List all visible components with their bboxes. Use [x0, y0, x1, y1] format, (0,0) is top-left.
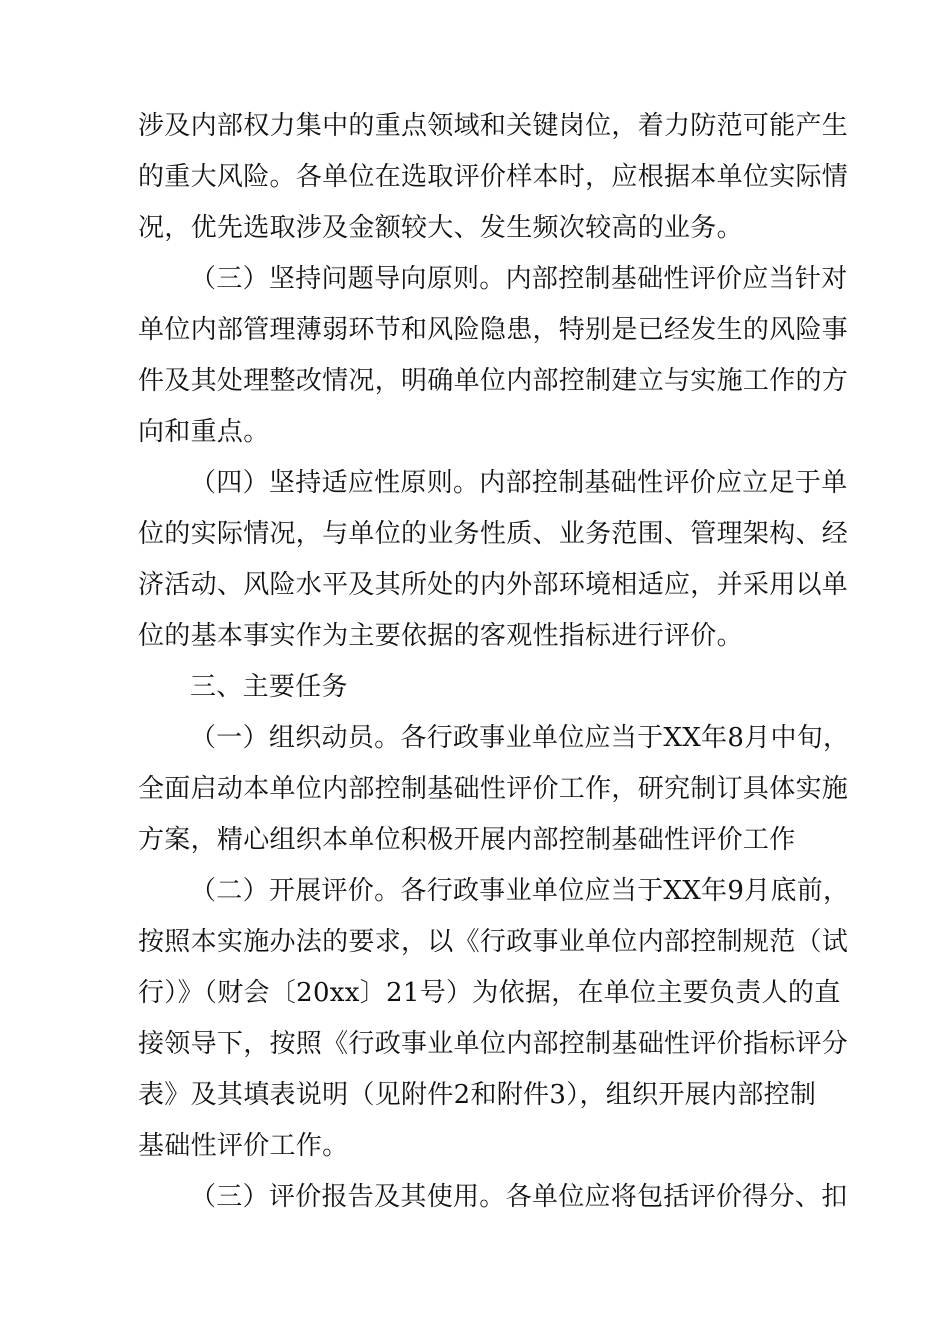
text-line: 向和重点。	[138, 417, 270, 447]
text-line: 件及其处理整改情况，明确单位内部控制建立与实施工作的方	[138, 366, 849, 396]
text-line: 接领导下，按照《行政事业单位内部控制基础性评价指标评分	[138, 1029, 849, 1059]
text-line: 位的实际情况，与单位的业务性质、业务范围、管理架构、经	[138, 519, 849, 549]
text-line: （四）坚持适应性原则。内部控制基础性评价应立足于单	[190, 468, 848, 498]
text-line: 位的基本事实作为主要依据的客观性指标进行评价。	[138, 621, 743, 651]
text-line: 基础性评价工作。	[138, 1131, 349, 1161]
text-line: 行）》（财会〔20xx〕21号）为依据，在单位主要负责人的直	[138, 978, 841, 1008]
text-line: 单位内部管理薄弱环节和风险隐患，特别是已经发生的风险事	[138, 315, 849, 345]
text-line: （三）坚持问题导向原则。内部控制基础性评价应当针对	[190, 264, 848, 294]
text-line: 况，优先选取涉及金额较大、发生频次较高的业务。	[138, 213, 743, 243]
text-line: 方案，精心组织本单位积极开展内部控制基础性评价工作	[138, 825, 796, 855]
text-line: 济活动、风险水平及其所处的内外部环境相适应，并采用以单	[138, 570, 849, 600]
text-line: 按照本实施办法的要求，以《行政事业单位内部控制规范（试	[138, 927, 849, 957]
text-line: （三）评价报告及其使用。各单位应将包括评价得分、扣	[190, 1182, 848, 1212]
text-line: 表》及其填表说明（见附件2和附件3），组织开展内部控制	[138, 1080, 817, 1110]
text-line: （一）组织动员。各行政事业单位应当于XX年8月中旬，	[190, 723, 850, 753]
text-line: 涉及内部权力集中的重点领域和关键岗位，着力防范可能产生	[138, 111, 849, 141]
text-line: 全面启动本单位内部控制基础性评价工作，研究制订具体实施	[138, 774, 849, 804]
text-line: 的重大风险。各单位在选取评价样本时，应根据本单位实际情	[138, 162, 849, 192]
text-line: （二）开展评价。各行政事业单位应当于XX年9月底前，	[190, 876, 850, 906]
section-heading: 三、主要任务	[190, 672, 348, 702]
